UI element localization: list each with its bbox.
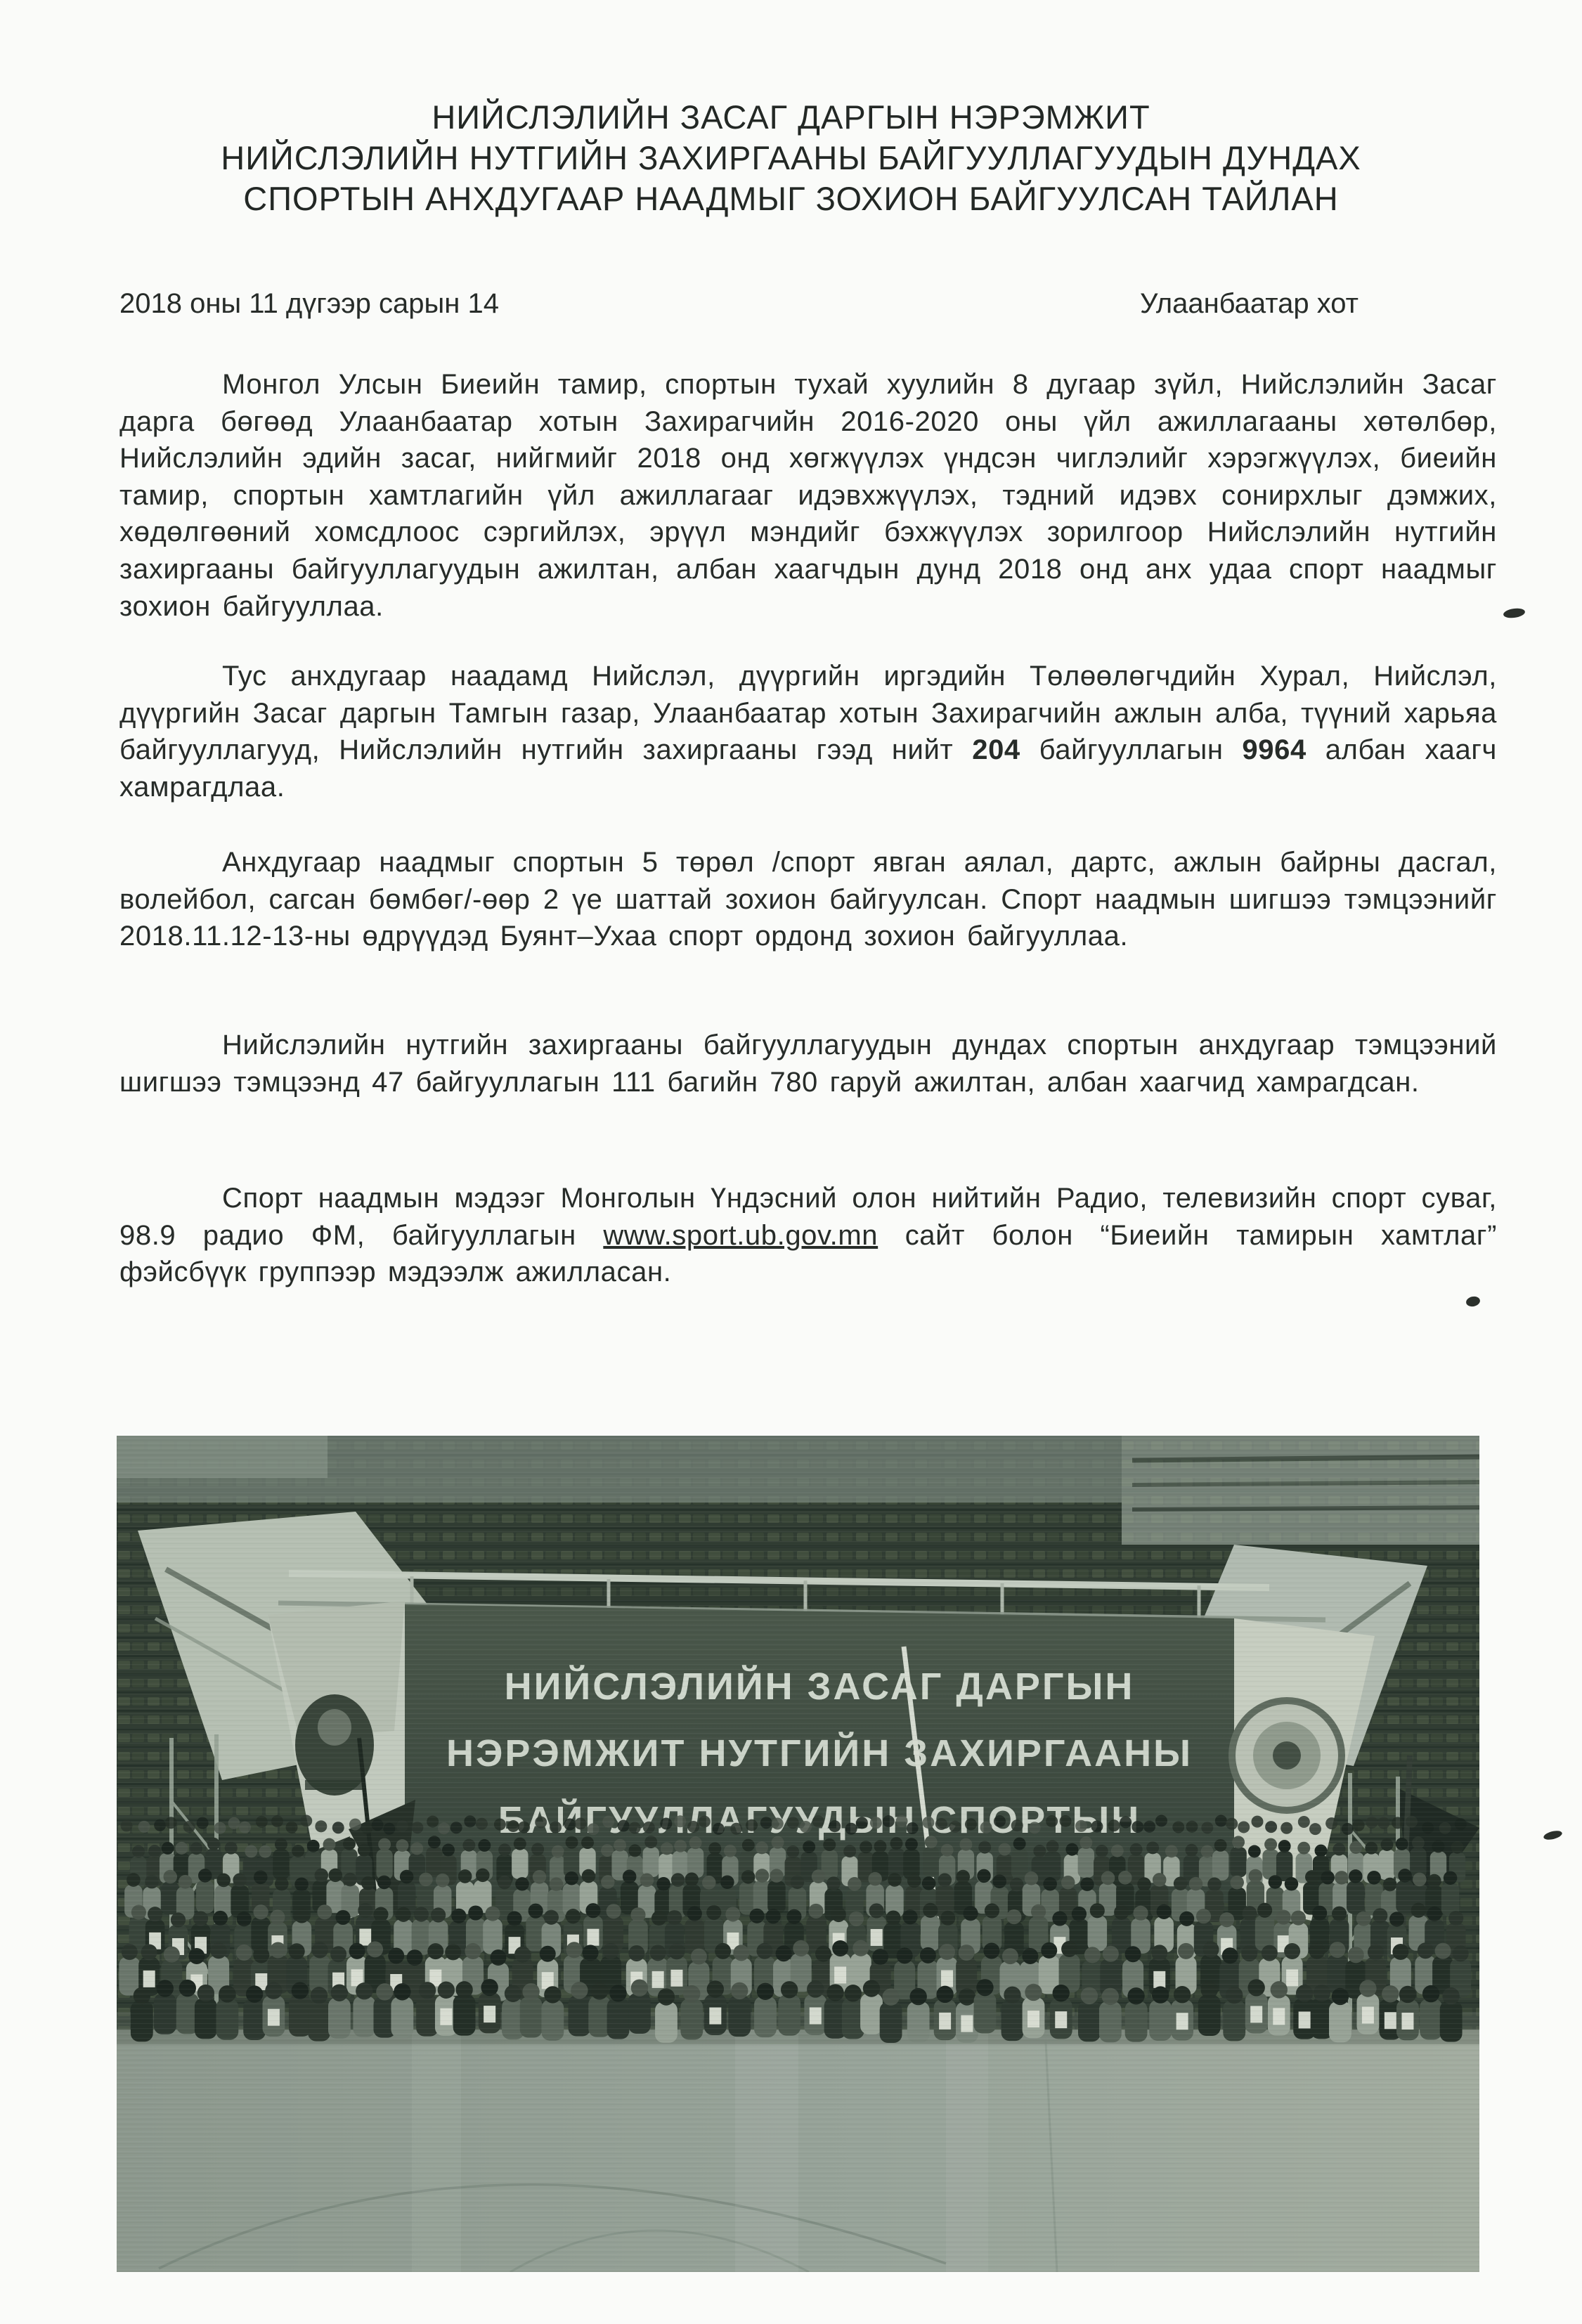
text-segment: байгууллагын [1020,734,1243,766]
text-segment: Анхдугаар наадмыг спортын 5 төрөл /спорт явган аялал, дартс, ажлын байрны дасгал, волейбол, сагсан бөмбөг/-өөр 2 үе шаттай зохион байгуулсан. Спорт наадмын шигшээ тэмцээнийг 2018.11.12-13-ны өдрүүдэд Буянт–Ухаа спорт ордонд зохион байгууллаа. [119,847,1497,952]
title-line-2: НИЙСЛЭЛИЙН НУТГИЙН ЗАХИРГААНЫ БАЙГУУЛЛАГУУДЫН ДУНДАХ [221,139,1361,176]
text-segment: Монгол Улсын Биеийн тамир, спортын тухай хуулийн 8 дугаар зүйл, Нийслэлийн Засаг дарга бөгөөд Улаанбаатар хотын Захирагчийн 2016-2020 оны үйл ажиллагааны хөтөлбөр, Нийслэлийн эдийн засаг, нийгмийг 2018 онд хөгжүүлэх үндсэн чиглэлийг хэрэгжүүлэх, биеийн тамир, спортын хамтлагийн үйл ажиллагааг идэвхжүүлэх, тэдний идэвх сонирхлыг дэмжих, хөдөлгөөний хомсдлоос сэргийлэх, эрүүл мэндийг бэхжүүлэх зорилгоор Нийслэлийн нутгийн захиргааны байгууллагуудын ажилтан, албан хаагчдын дунд 2018 онд анх удаа спорт наадмыг зохион байгууллаа. [119,369,1497,622]
scan-texture [117,1436,1479,2272]
document-date: 2018 оны 11 дүгээр сарын 14 [119,288,499,319]
paragraph-1 [119,366,1497,625]
paragraph-4 [119,1027,1497,1101]
paragraph-3 [119,844,1497,955]
text-segment: Спорт наадмын мэдээг Монголын Үндэсний олон нийтийн Радио, телевизийн спорт суваг, 98.9 радио ФМ, байгууллагын [119,1183,1497,1251]
scan-artifact [1503,607,1526,619]
scan-artifact [1465,1295,1481,1308]
text-segment: албан хаагч хамрагдлаа. [119,734,1497,803]
document-city: Улаанбаатар хот [1140,288,1359,319]
text-segment: 204 [972,734,1020,766]
title-line-3: СПОРТЫН АНХДУГААР НААДМЫГ ЗОХИОН БАЙГУУЛСАН ТАЙЛАН [243,180,1339,217]
paragraph-2 [119,658,1497,805]
group-photo [117,1436,1479,2272]
group-photo-illustration [117,1436,1479,2272]
title-line-1: НИЙСЛЭЛИЙН ЗАСАГ ДАРГЫН НЭРЭМЖИТ [432,98,1150,136]
link-sport-ub-gov-mn[interactable]: www.sport.ub.gov.mn [603,1219,878,1251]
dateline [119,288,1359,320]
text-segment: Нийслэлийн нутгийн захиргааны байгууллагуудын дундах спортын анхдугаар тэмцээний шигшээ тэмцээнд 47 байгууллагын 111 багийн 780 гаруй ажилтан, албан хаагчид хамрагдсан. [119,1030,1497,1098]
text-segment: 9964 [1242,734,1307,766]
text-segment: сайт болон “Биеийн тамирын хамтлаг” фэйсбүүк группээр мэдээлж ажилласан. [119,1219,1497,1288]
paragraph-5 [119,1180,1497,1291]
document-title [0,97,1582,219]
text-segment: Тус анхдугаар наадамд Нийслэл, дүүргийн иргэдийн Төлөөлөгчдийн Хурал, Нийслэл, дүүргийн Засаг даргын Тамгын газар, Улаанбаатар хотын Захирагчийн ажлын алба, түүний харьяа байгууллагууд, Нийслэлийн нутгийн захиргааны гээд нийт [119,661,1497,766]
scan-artifact [1543,1829,1563,1841]
